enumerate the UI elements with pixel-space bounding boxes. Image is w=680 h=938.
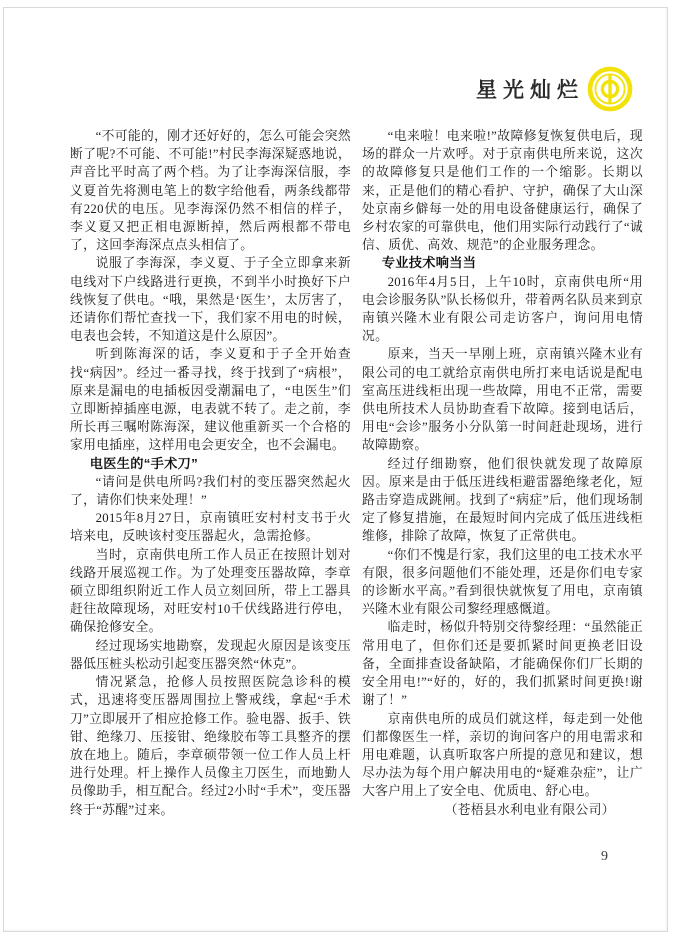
body-paragraph: 经过现场实地勘察，发现起火原因是该变压器低压桩头松动引起变压器突然“休克”。: [70, 638, 351, 671]
body-paragraph: 京南供电所的成员们就这样，每走到一处他们都像医生一样，亲切的询问客户的用电需求和用电难题，认真听取客户所提的意见和建议，想尽办法为每个用户解决用电的“疑难杂症”，让广大客户用上了安全电、优质电、舒心电。: [362, 711, 643, 799]
body-paragraph: 2015年8月27日，京南镇旺安村村支书于火培来电，反映该村变压器起火，急需抢修。: [70, 511, 351, 544]
section-heading: 电医生的“手术刀”: [89, 455, 198, 471]
emblem-svg: [587, 66, 633, 112]
body-paragraph: 原来，当天一早刚上班，京南镇兴隆木业有限公司的电工就给京南供电所打来电话说是配电室高压进线柜出现一些故障，用电不正常，需要供电所技术人员协助查看下故障。接到电话后，用电“会诊”服务小分队第一时间赶赴现场，进行故障勘察。: [362, 347, 643, 453]
masthead-title: 星光灿烂: [476, 79, 584, 102]
right-text-column: [362, 127, 643, 819]
body-paragraph: “你们不愧是行家，我们这里的电工技术水平有限，很多问题他们不能处理，还是你们电专家的诊断水平高。”看到很快就恢复了用电，京南镇兴隆木业有限公司黎经理感慨道。: [362, 547, 643, 617]
body-paragraph: 临走时，杨似升特别交待黎经理：“虽然能正常用电了，但你们还是要抓紧时间更换老旧设备，全面排查设备缺陷，才能确保你们厂长期的安全用电!”“好的，好的，我们抓紧时间更换!谢谢了！”: [362, 620, 643, 708]
body-paragraph: 情况紧急，抢修人员按照医院急诊科的模式，迅速将变压器周围拉上警戒线，拿起“手术刀”立即展开了相应抢修工作。验电器、扳手、铁钳、绝缘刀、压接钳、绝缘胶布等工具整齐的摆放在地上。随后，李章硕带领一位工作人员上杆进行处理。杆上操作人员像主刀医生，而地勤人员像助手，相互配合。经过2小时“手术”，变压器终于“苏醒”过来。: [70, 675, 352, 817]
electric-company-emblem-icon: [587, 66, 633, 112]
body-paragraph: 当时，京南供电所工作人员正在按照计划对线路开展巡视工作。为了处理变压器故障，李章硕立即组织附近工作人员立刻回所，带上工器具赶往故障现场，对旺安村10千伏线路进行停电，确保抢修安全。: [70, 547, 351, 635]
body-paragraph: 经过仔细勘察，他们很快就发现了故障原因。原来是由于低压进线柜避雷器绝缘老化，短路击穿造成跳闸。找到了“病症”后，他们现场制定了修复措施，在最短时间内完成了低压进线柜维修，排除了故障，恢复了正常供电。: [362, 456, 643, 544]
body-paragraph: “不可能的，刚才还好好的，怎么可能会突然断了呢?不可能、不可能!”村民李海深疑惑地说，声音比平时高了两个档。为了让李海深信服，李义夏首先将测电笔上的数字给他看，两条线都带有220伏的电压。见李海深仍然不相信的样子，李义夏又把正相电源断掉，然后两根都不带电了，这回李海深点点头相信了。: [70, 129, 351, 253]
body-paragraph: “请问是供电所吗?我们村的变压器突然起火了，请你们快来处理！”: [70, 474, 351, 508]
page-number: 9: [601, 849, 608, 864]
left-text-column: [70, 127, 351, 819]
body-paragraph: 说服了李海深，李义夏、于子全立即拿来新电线对下户线路进行更换，不到半小时换好下户线恢复了供电。“哦，果然是‘医生’，太厉害了，还请你们帮忙查找一下，我们家不用电的时候，电表也会转，不知道这是什么原因”。: [70, 256, 351, 344]
body-paragraph: “电来啦！电来啦!”故障修复恢复供电后，现场的群众一片欢呼。对于京南供电所来说，这次的故障修复只是他们工作的一个缩影。长期以来，正是他们的精心看护、守护，确保了大山深处京南乡僻每一处的用电设备健康运行，确保了乡村农家的可靠供电，他们用实际行动践行了“诚信、质优、高效、规范”的企业服务理念。: [362, 129, 644, 253]
attribution-line: （苍梧县水利电业有限公司）: [444, 802, 615, 817]
section-heading: 专业技术响当当: [381, 255, 477, 271]
body-paragraph: 听到陈海深的话，李义夏和于子全开始查找“病因”。经过一番寻找，终于找到了“病根”，原来是漏电的电插板因受潮漏电了，“电医生”们立即断掉插座电源，电表就不转了。走之前，李所长再三嘱咐陈海深，建议他重新买一个合格的家用电插座，这样用电会更安全，也不会漏电。: [70, 347, 351, 453]
body-paragraph: 2016年4月5日，上午10时，京南供电所“用电会诊服务队”队长杨似升，带着两名队员来到京南镇兴隆木业有限公司走访客户，询问用电情况。: [362, 274, 644, 344]
